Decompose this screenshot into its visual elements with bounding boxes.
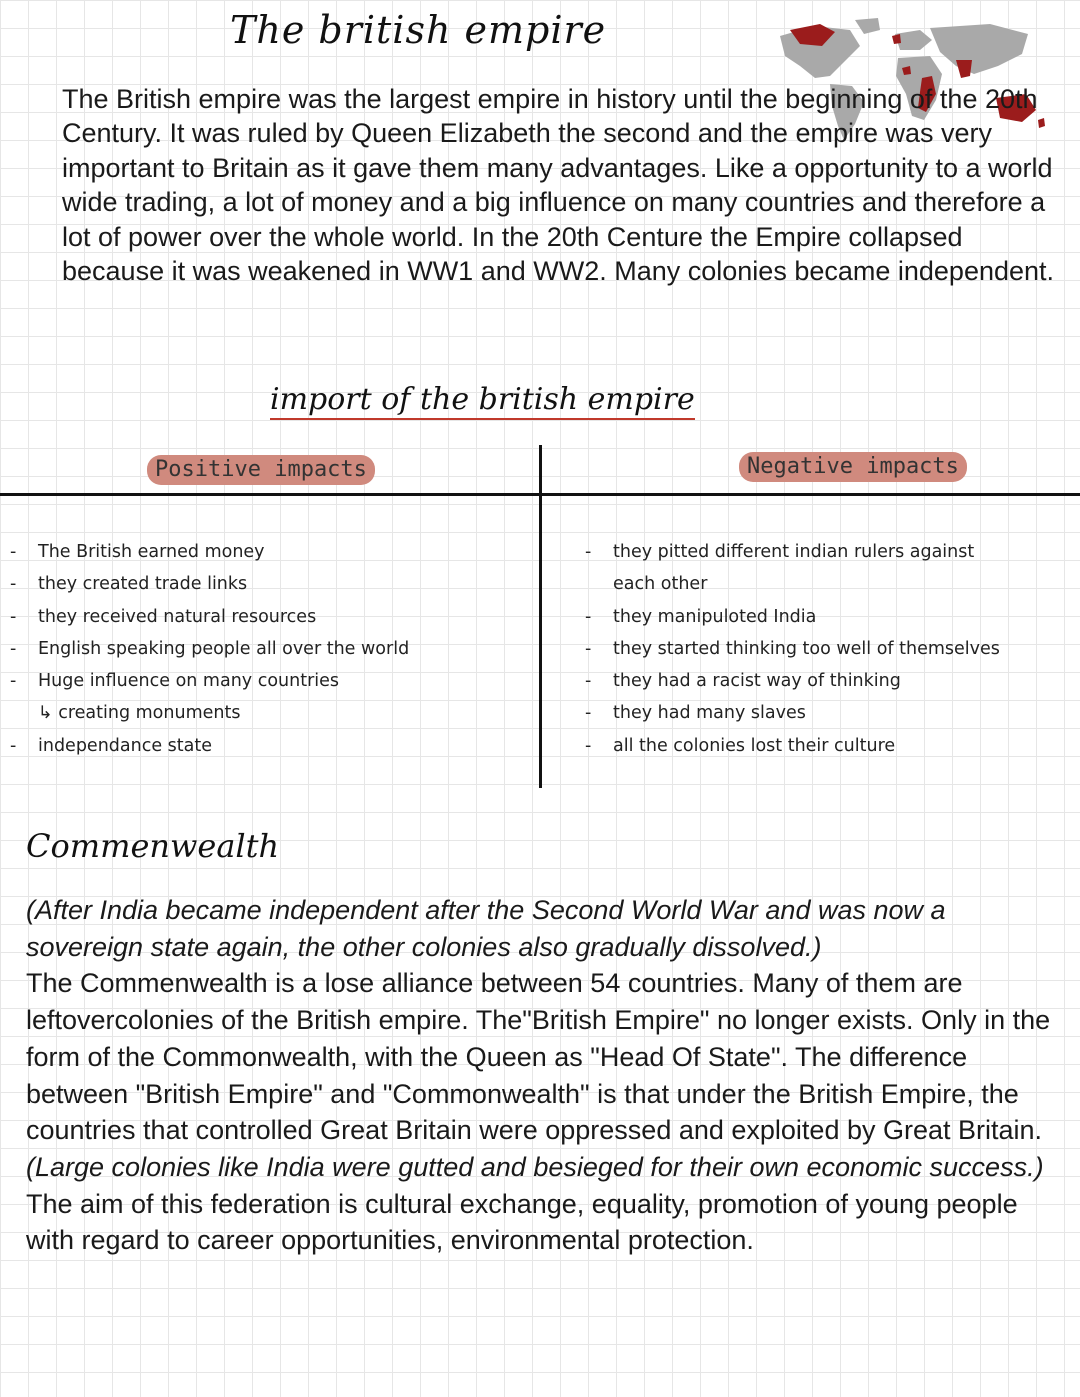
- positive-impacts-list: [10, 536, 409, 762]
- table-column-divider: [539, 445, 542, 788]
- list-item: - independance state: [10, 735, 213, 756]
- list-item: - all the colonies lost their culture: [585, 735, 896, 756]
- commonwealth-text-2: (Large colonies like India were gutted and besieged for their own economic success.): [26, 1151, 1044, 1182]
- list-item: - they had many slaves: [585, 703, 806, 724]
- page-title: The british empire: [230, 8, 607, 52]
- commonwealth-note: (After India became independent after the Second World War and was now a sovereign state again, the other colonies also gradually dissolved.): [26, 895, 946, 962]
- negative-impacts-label: Negative impacts: [739, 452, 967, 482]
- commonwealth-paragraph: [26, 892, 1066, 1259]
- list-item: - they started thinking too well of themselves: [585, 638, 1000, 659]
- list-item-continuation: each other: [613, 574, 708, 595]
- commonwealth-text-1: The Commenwealth is a lose alliance between 54 countries. Many of them are leftovercolonies of the British empire. The"British Empire" no longer exists. Only in the form of the Commonwealth, with the Queen as "Head Of State". The difference between "British Empire" and "Commonwealth" is that under the British Empire, the countries that controlled Great Britain were oppressed and exploited by Great Britain.: [26, 968, 1051, 1146]
- list-item: - they created trade links: [10, 574, 248, 595]
- commonwealth-text-3: The aim of this federation is cultural exchange, equality, promotion of young people with regard to career opportunities, environmental protection.: [26, 1188, 1018, 1256]
- negative-impacts-list: [585, 536, 1000, 762]
- list-item: - they manipuloted India: [585, 606, 817, 627]
- positive-impacts-label: Positive impacts: [147, 455, 375, 485]
- impact-heading: import of the british empire: [270, 382, 695, 420]
- list-item: - English speaking people all over the world: [10, 638, 410, 659]
- commonwealth-heading: Commenwealth: [26, 827, 280, 865]
- list-item: - Huge influence on many countries: [10, 671, 340, 692]
- list-item-sub: ↳ creating monuments: [38, 703, 241, 724]
- list-item: - they pitted different indian rulers against: [585, 542, 975, 562]
- list-item: - they had a racist way of thinking: [585, 671, 901, 692]
- list-item: - they received natural resources: [10, 606, 317, 627]
- intro-paragraph: The British empire was the largest empire in history until the beginning of the 20th Century. It was ruled by Queen Elizabeth the second and the empire was very important to Britain as it gave them many advantages. Like a opportunity to a world wide trading, a lot of money and a big influence on many countries and therefore a lot of power over the whole world. In the 20th Centure the Empire collapsed because it was weakened in WW1 and WW2. Many colonies became independent.: [62, 84, 1055, 287]
- list-item: - The British earned money: [10, 542, 265, 562]
